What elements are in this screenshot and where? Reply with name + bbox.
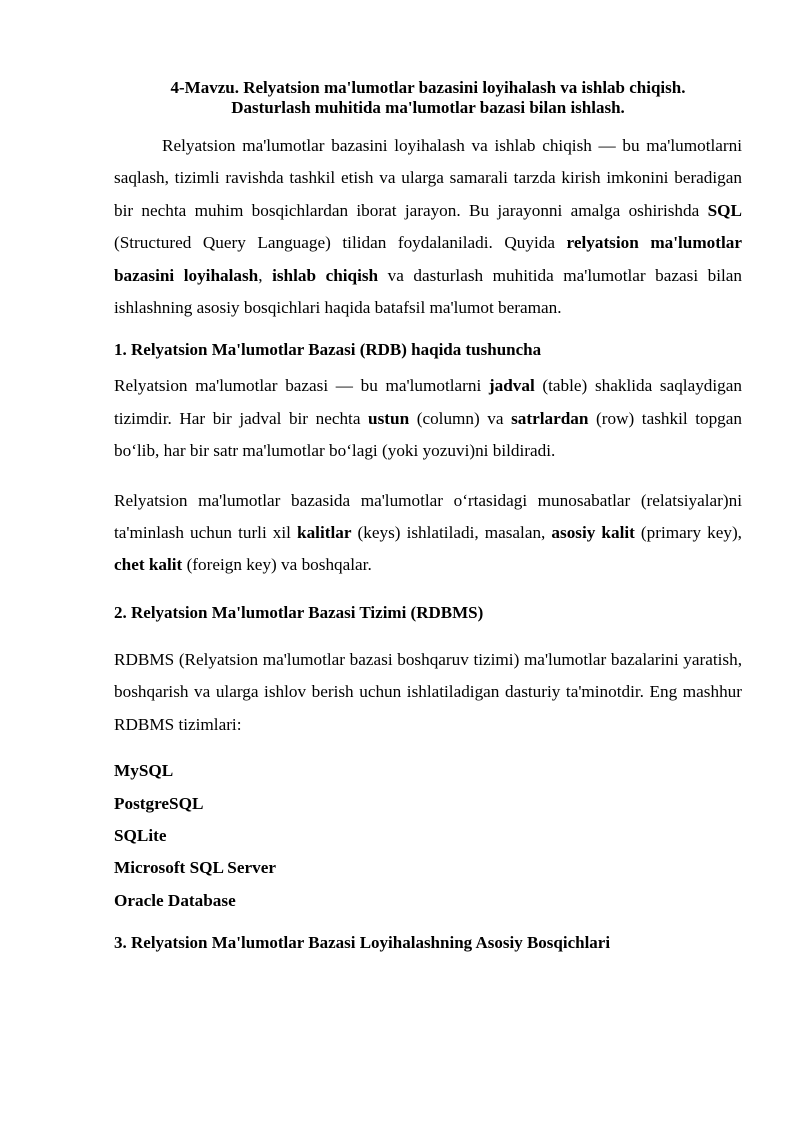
intro-text-2: (Structured Query Language) tilidan foydalaniladi. Quyida — [114, 233, 567, 253]
intro-paragraph — [114, 130, 742, 324]
s1p2-text-3: (primary key), — [634, 523, 742, 543]
list-item: Microsoft SQL Server — [114, 858, 276, 878]
intro-bold-sql: SQL — [707, 200, 742, 220]
list-item: Oracle Database — [114, 890, 236, 910]
s1p1-text-1: Relyatsion ma'lumotlar bazasi — bu ma'lumotlarni — [114, 376, 489, 396]
rdbms-list — [114, 755, 742, 917]
list-item: PostgreSQL — [114, 793, 204, 813]
intro-text-3: , — [258, 265, 273, 285]
s1p2-bold-kalitlar: kalitlar — [297, 523, 352, 543]
title-line-2: Dasturlash muhitida ma'lumotlar bazasi bilan ishlash. — [231, 98, 625, 117]
s1p2-text-2: (keys) ishlatiladi, masalan, — [351, 523, 552, 543]
section-1-paragraph-1 — [114, 370, 742, 467]
list-item: SQLite — [114, 825, 167, 845]
s1p1-bold-jadval: jadval — [488, 376, 535, 396]
title-line-1: 4-Mavzu. Relyatsion ma'lumotlar bazasini loyihalash va ishlab chiqish. — [170, 78, 686, 97]
intro-bold-ishlab-chiqish: ishlab chiqish — [272, 265, 379, 285]
s1p1-text-4: (row) tashkil topgan bo‘lib, har bir satr ma'lumotlar bo‘lagi (yoki yozuvi)ni bildiradi. — [114, 408, 742, 461]
section-2-paragraph: RDBMS (Relyatsion ma'lumotlar bazasi boshqaruv tizimi) ma'lumotlar bazalarini yaratish, boshqarish va ularga ishlov berish uchun ishlatiladigan dasturiy ta'minotdir. Eng mashhur RDBMS tizimlari: — [114, 649, 742, 734]
intro-text-4: va dasturlash muhitida ma'lumotlar bazasi bilan ishlashning asosiy bosqichlari haqida batafsil ma'lumot beraman. — [114, 265, 743, 318]
s1p1-text-2: (table) shaklida saqlaydigan tizimdir. Har bir jadval bir nechta — [114, 376, 742, 428]
list-item: MySQL — [114, 761, 174, 781]
intro-text-1: Relyatsion ma'lumotlar bazasini loyihalash va ishlab chiqish — bu ma'lumotlarni saqlash, tizimli ravishda tashkil etish va ularga samarali tarzda kirish imkonini beradigan bir nechta muhim bosqichlardan iborat jarayon. Bu jarayonni amalga oshirishda — [114, 136, 742, 220]
s1p1-text-3: (column) va — [409, 408, 512, 428]
s1p2-bold-asosiy-kalit: asosiy kalit — [551, 523, 635, 543]
section-3-heading: 3. Relyatsion Ma'lumotlar Bazasi Loyihalashning Asosiy Bosqichlari — [114, 933, 611, 953]
s1p2-bold-chet-kalit: chet kalit — [114, 555, 183, 575]
section-1-heading: 1. Relyatsion Ma'lumotlar Bazasi (RDB) haqida tushuncha — [114, 340, 542, 360]
document-title — [114, 78, 742, 118]
section-2-heading: 2. Relyatsion Ma'lumotlar Bazasi Tizimi (RDBMS) — [114, 602, 484, 622]
s1p1-bold-satrlardan: satrlardan — [511, 408, 589, 428]
s1p1-bold-ustun: ustun — [368, 408, 410, 428]
s1p2-text-4: (foreign key) va boshqalar. — [182, 555, 372, 575]
s1p2-text-1: Relyatsion ma'lumotlar bazasida ma'lumotlar o‘rtasidagi munosabatlar (relatsiyalar)ni ta'minlash uchun turli xil — [114, 490, 742, 543]
document-page — [114, 78, 742, 954]
intro-bold-loyihalash: relyatsion ma'lumotlar bazasini loyihalash — [114, 233, 742, 285]
section-1-paragraph-2 — [114, 485, 742, 582]
